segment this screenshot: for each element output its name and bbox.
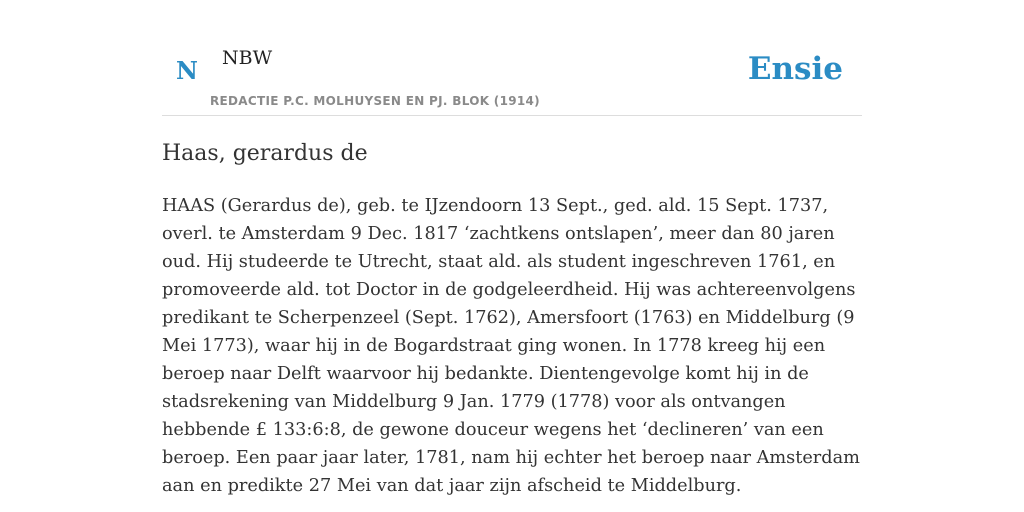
header-divider bbox=[162, 115, 862, 116]
source-editors: REDACTIE P.C. MOLHUYSEN EN PJ. BLOK (1914) bbox=[210, 94, 540, 108]
source-name-link[interactable]: NBW bbox=[222, 47, 273, 69]
source-logo[interactable]: N bbox=[176, 56, 198, 85]
entry-body: HAAS (Gerardus de), geb. te IJzendoorn 13 Sept., ged. ald. 15 Sept. 1737, overl. te Amsterdam 9 Dec. 1817 ‘zachtkens ontslapen’, meer dan 80 jaren oud. Hij studeerde te Utrecht, staat ald. als student ingeschreven 1761, en promoveerde ald. tot Doctor in de godgeleerdheid. Hij was achtereenvolgens predikant te Scherpenzeel (Sept. 1762), Amersfoort (1763) en Middelburg (9 Mei 1773), waar hij in de Bogardstraat ging wonen. In 1778 kreeg hij een beroep naar Delft waarvoor hij bedankte. Dientengevolge komt hij in de stadsrekening van Middelburg 9 Jan. 1779 (1778) voor als ontvangen hebbende £ 133:6:8, de gewone douceur wegens het ‘declineren’ van een beroep. Een paar jaar later, 1781, nam hij echter het beroep naar Amsterdam aan en predikte 27 Mei van dat jaar zijn afscheid te Middelburg. bbox=[162, 196, 860, 496]
brand-logo-link[interactable]: Ensie bbox=[747, 51, 843, 87]
entry-title: Haas, gerardus de bbox=[162, 141, 368, 166]
